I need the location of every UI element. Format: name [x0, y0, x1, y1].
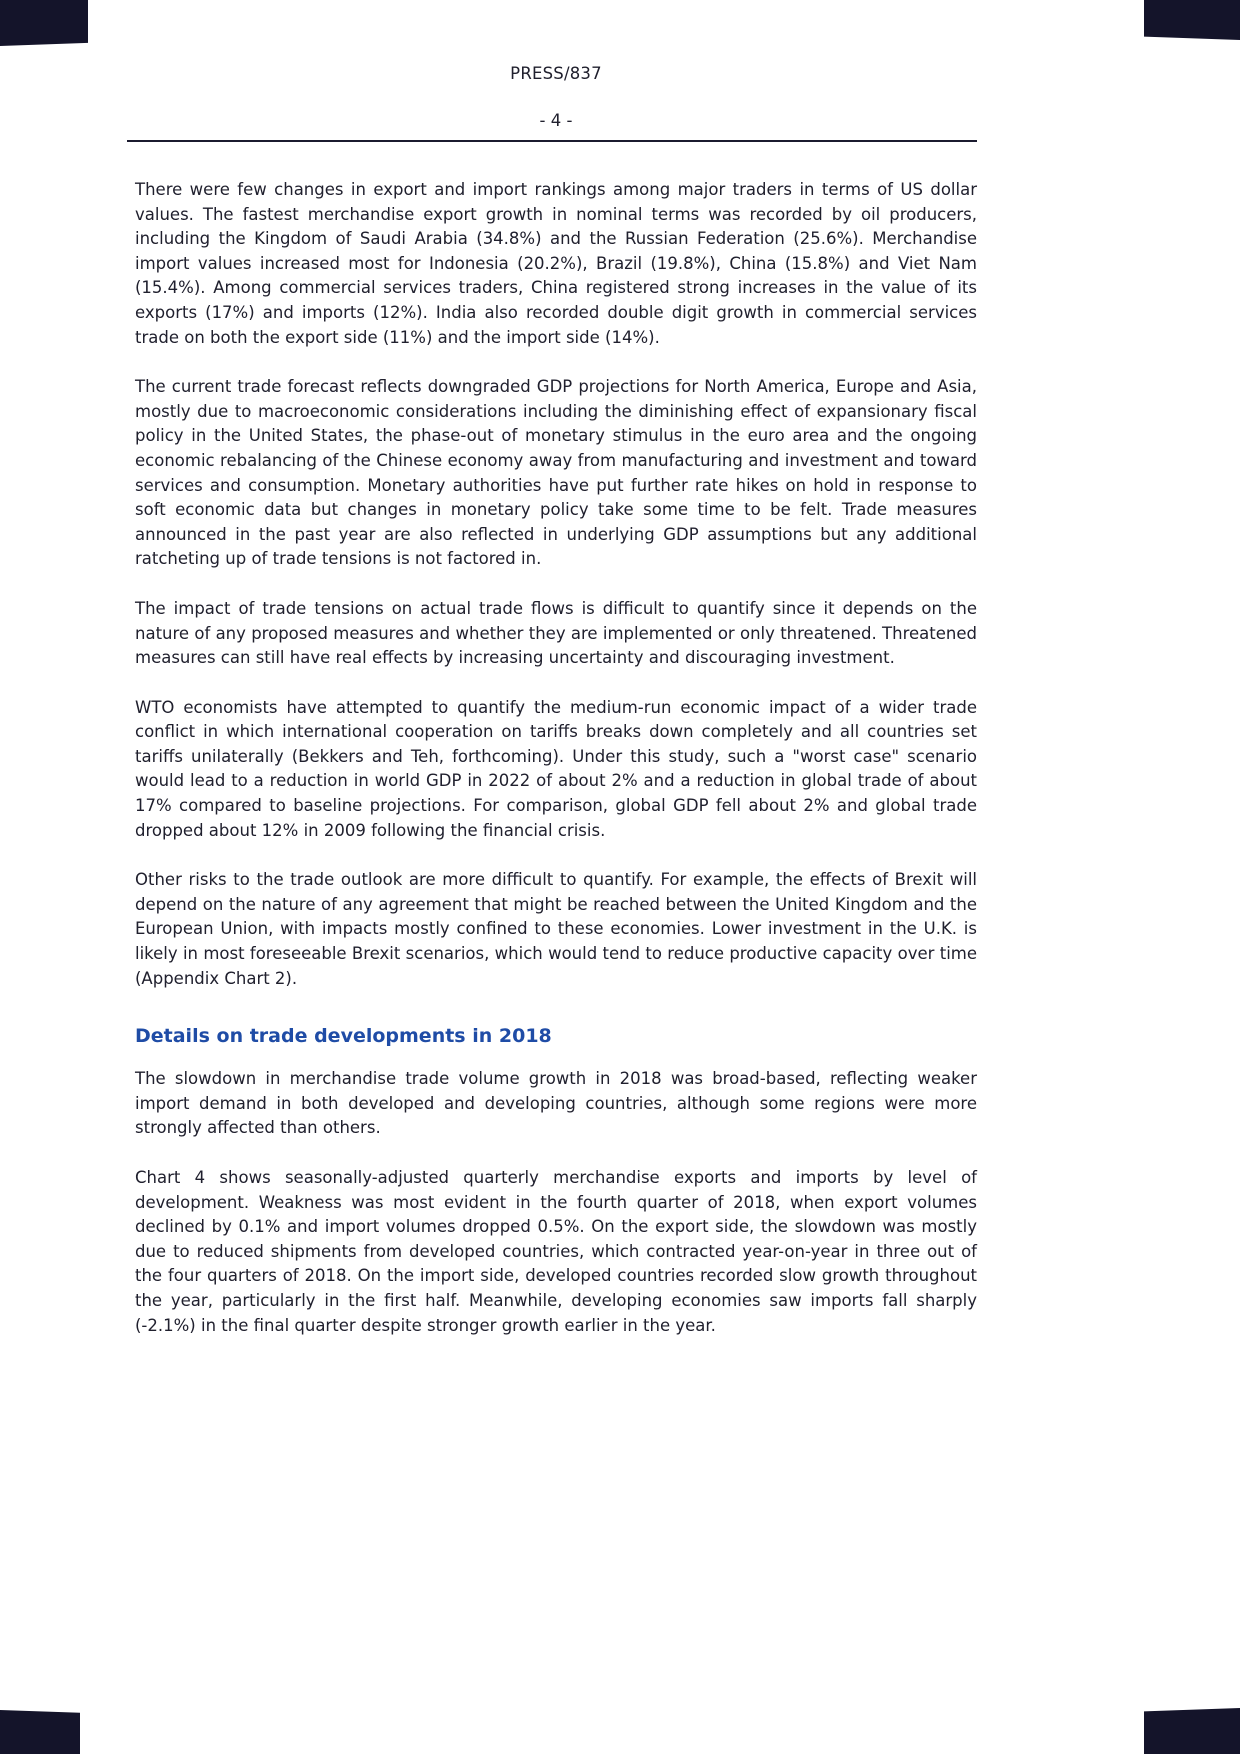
scan-corner-top-left [0, 0, 88, 46]
header-divider [127, 140, 977, 142]
body-text [135, 178, 977, 1338]
page-content [135, 64, 977, 1363]
paragraph-chart4-quarterly-trade: Chart 4 shows seasonally-adjusted quarterly merchandise exports and imports by level of development. Weakness was most evident in the fourth quarter of 2018, when export volumes declined by 0.1% and import volumes dropped 0.5%. On the export side, the slowdown was mostly due to reduced shipments from developed countries, which contracted year-on-year in three out of the four quarters of 2018. On the import side, developed countries recorded slow growth throughout the year, particularly in the first half. Meanwhile, developing economies saw imports fall sharply (-2.1%) in the final quarter despite stronger growth earlier in the year. [135, 1168, 977, 1335]
paragraph-trade-forecast: The current trade forecast reflects downgraded GDP projections for North America, Europe and Asia, mostly due to macroeconomic considerations including the diminishing effect of expansionary fiscal policy in the United States, the phase-out of monetary stimulus in the euro area and the ongoing economic rebalancing of the Chinese economy away from manufacturing and investment and toward services and consumption. Monetary authorities have put further rate hikes on hold in response to soft economic data but changes in monetary policy take some time to be felt. Trade measures announced in the past year are also reflected in underlying GDP assumptions but any additional ratcheting up of trade tensions is not factored in. [135, 377, 977, 569]
paragraph-trade-tensions-impact: The impact of trade tensions on actual trade flows is difficult to quantify since it depends on the nature of any proposed measures and whether they are implemented or only threatened. Threatened measures can still have real effects by increasing uncertainty and discouraging investment. [135, 598, 977, 668]
scan-corner-top-right [1144, 0, 1240, 40]
document-reference: PRESS/837 [510, 64, 602, 83]
paragraph-export-import-rankings: There were few changes in export and import rankings among major traders in terms of US dollar values. The fastest merchandise export growth in nominal terms was recorded by oil producers, including the Kingdom of Saudi Arabia (34.8%) and the Russian Federation (25.6%). Merchandise import values increased most for Indonesia (20.2%), Brazil (19.8%), China (15.8%) and Viet Nam (15.4%). Among commercial services traders, China registered strong increases in the value of its exports (17%) and imports (12%). India also recorded double digit growth in commercial services trade on both the export side (11%) and the import side (14%). [135, 180, 977, 347]
page-number: - 4 - [539, 111, 573, 130]
paragraph-other-risks-brexit: Other risks to the trade outlook are more difficult to quantify. For example, the effects of Brexit will depend on the nature of any agreement that might be reached between the United Kingdom and the European Union, with impacts mostly confined to these economies. Lower investment in the U.K. is likely in most foreseeable Brexit scenarios, which would tend to reduce productive capacity over time (Appendix Chart 2). [135, 870, 977, 988]
scan-corner-bottom-left [0, 1710, 80, 1754]
scan-corner-bottom-right [1144, 1708, 1240, 1754]
paragraph-wto-economists-scenario: WTO economists have attempted to quantify the medium-run economic impact of a wider trade conflict in which international cooperation on tariffs breaks down completely and all countries set tariffs unilaterally (Bekkers and Teh, forthcoming). Under this study, such a "worst case" scenario would lead to a reduction in world GDP in 2022 of about 2% and a reduction in global trade of about 17% compared to baseline projections. For comparison, global GDP fell about 2% and global trade dropped about 12% in 2009 following the financial crisis. [135, 697, 977, 840]
paragraph-slowdown-broad-based: The slowdown in merchandise trade volume growth in 2018 was broad-based, reflecting weaker import demand in both developed and developing countries, although some regions were more strongly affected than others. [135, 1069, 977, 1138]
section-heading-trade-developments: Details on trade developments in 2018 [135, 1025, 552, 1048]
